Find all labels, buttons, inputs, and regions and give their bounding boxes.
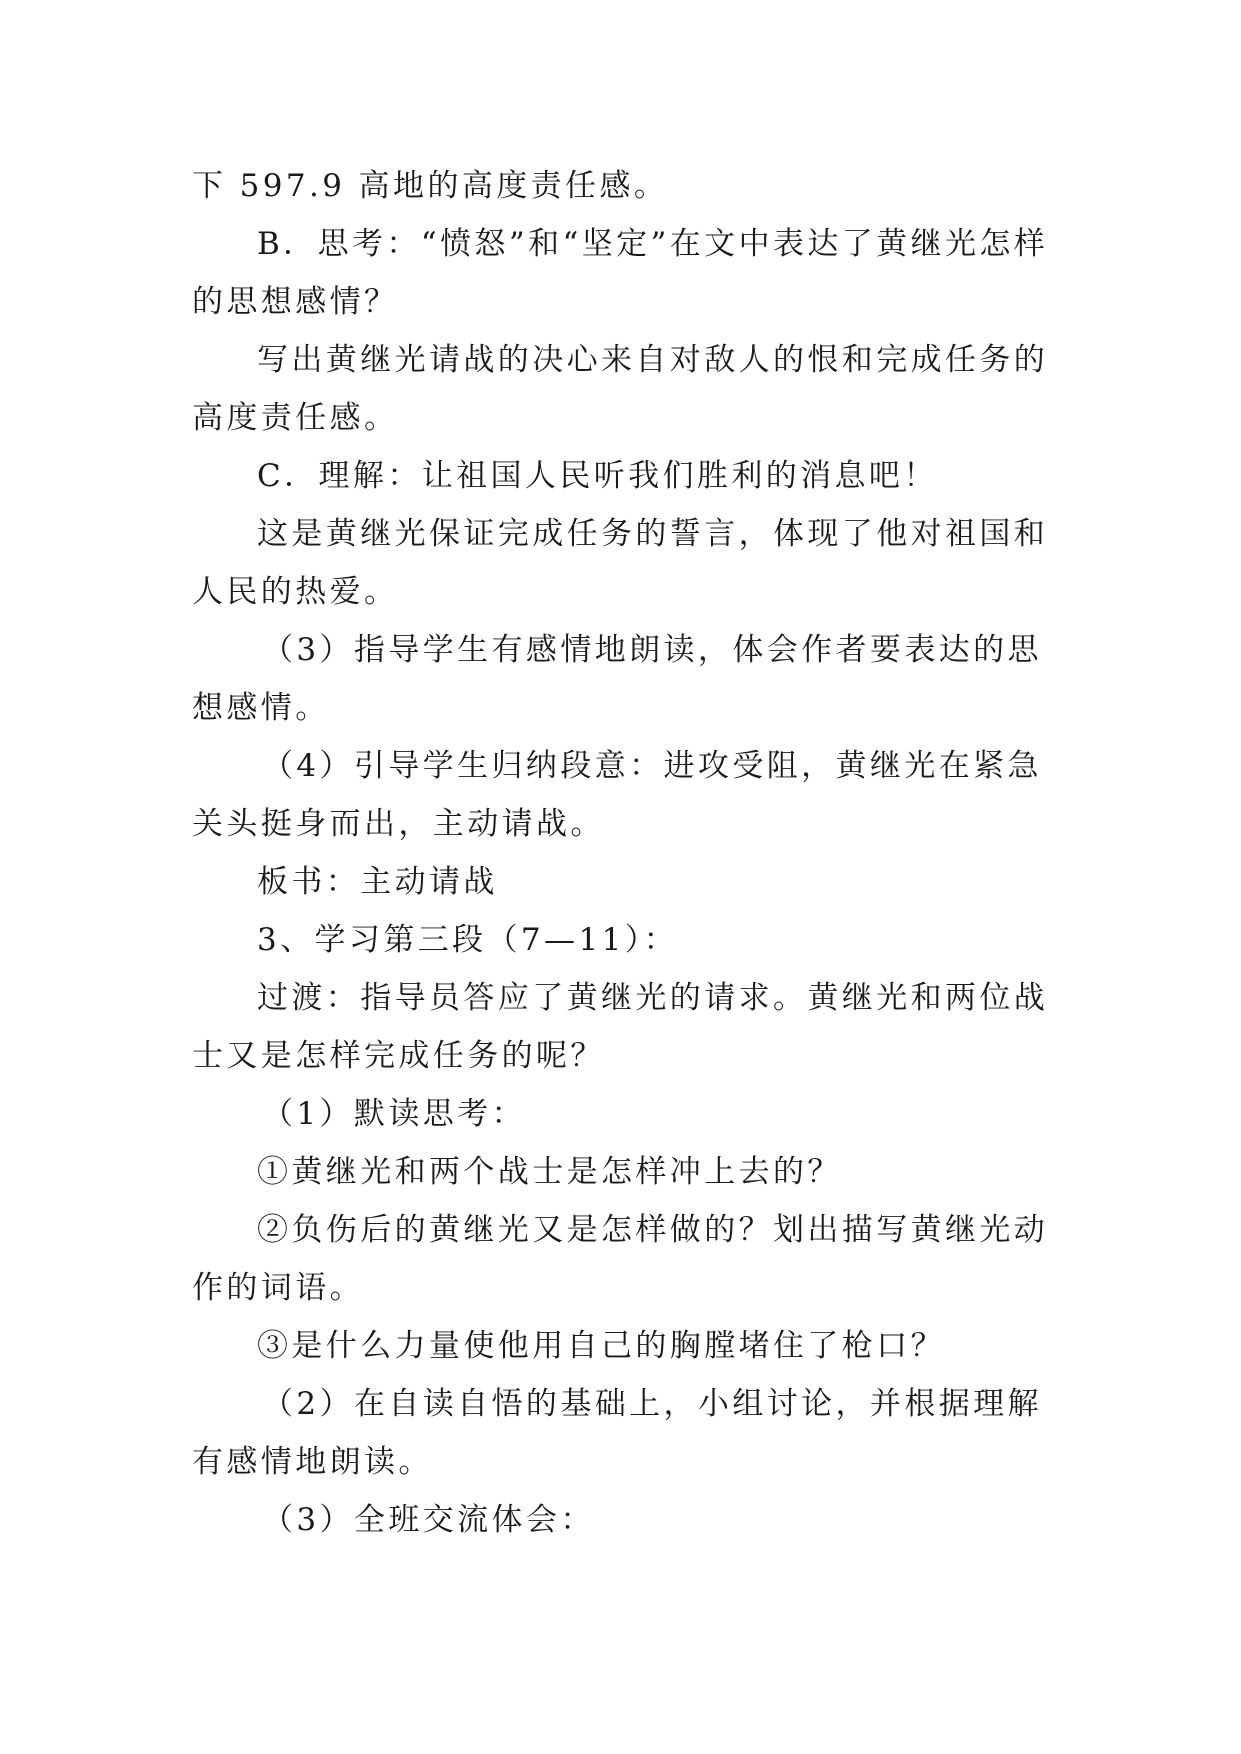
paragraph-group-discussion: （2）在自读自悟的基础上，小组讨论，并根据理解有感情地朗读。 bbox=[192, 1386, 1042, 1480]
paragraph-section-3-heading: 3、学习第三段（7—11）： bbox=[257, 922, 678, 958]
paragraph-transition: 过渡：指导员答应了黄继光的请求。黄继光和两位战士又是怎样完成任务的呢？ bbox=[192, 980, 1049, 1074]
paragraph-silent-reading: （1）默读思考： bbox=[262, 1096, 526, 1132]
paragraph-step-3: （3）指导学生有感情地朗读，体会作者要表达的思想感情。 bbox=[192, 632, 1042, 726]
paragraph-board-writing: 板书：主动请战 bbox=[257, 864, 498, 900]
paragraph-question-1: ①黄继光和两个战士是怎样冲上去的？ bbox=[257, 1154, 842, 1190]
paragraph-class-exchange: （3）全班交流体会： bbox=[262, 1502, 595, 1538]
paragraph-question-3: ③是什么力量使他用自己的胸膛堵住了枪口？ bbox=[257, 1328, 945, 1364]
paragraph-continuation: 下 597.9 高地的高度责任感。 bbox=[192, 168, 669, 204]
paragraph-question-2: ②负伤后的黄继光又是怎样做的？划出描写黄继光动作的词语。 bbox=[192, 1212, 1049, 1306]
paragraph-step-4: （4）引导学生归纳段意：进攻受阻，黄继光在紧急关头挺身而出，主动请战。 bbox=[192, 748, 1042, 842]
paragraph-answer-c: 这是黄继光保证完成任务的誓言，体现了他对祖国和人民的热爱。 bbox=[192, 516, 1049, 610]
paragraph-answer-b: 写出黄继光请战的决心来自对敌人的恨和完成任务的高度责任感。 bbox=[192, 342, 1049, 436]
paragraph-question-b: B．思考：“愤怒”和“坚定”在文中表达了黄继光怎样的思想感情？ bbox=[192, 226, 1049, 320]
paragraph-question-c: C．理解：让祖国人民听我们胜利的消息吧！ bbox=[257, 458, 938, 494]
body-text bbox=[192, 157, 1058, 1549]
